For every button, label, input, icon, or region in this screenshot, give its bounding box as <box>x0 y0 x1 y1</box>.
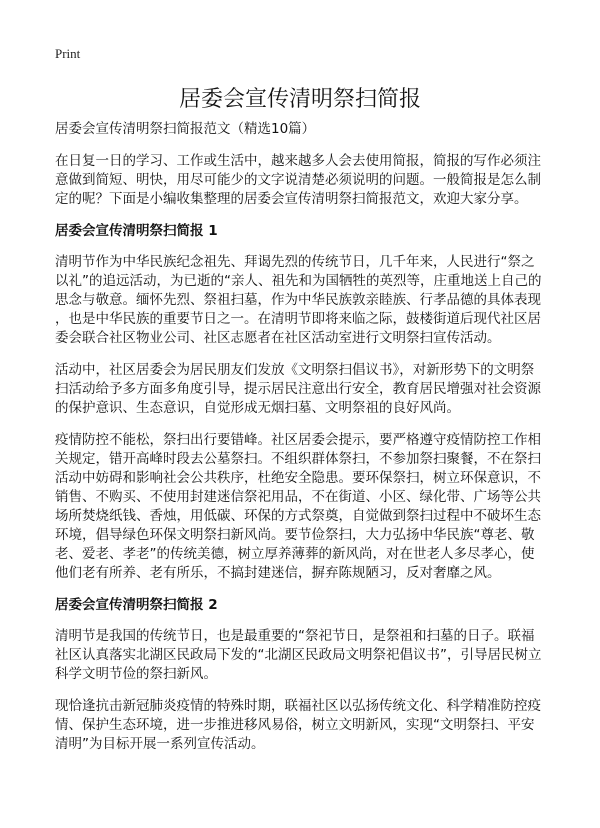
paragraph-line: 清明节作为中华民族纪念祖先、拜谒先烈的传统节日，几千年来，人民进行“祭之 <box>55 254 535 270</box>
paragraph-line: 老、爱老、孝老”的传统美德，树立厚养薄葬的新风尚，对在世老人多尽孝心，使 <box>55 546 535 562</box>
paragraph-line: 关规定，错开高峰时段去公墓祭扫。不组织群体祭扫，不参加祭扫聚餐，不在祭扫 <box>55 451 541 467</box>
paragraph-line: 思念与敬意。缅怀先烈、祭祖扫墓，作为中华民族敦亲睦族、行孝品德的具体表现 <box>55 292 541 308</box>
report-section <box>55 222 555 583</box>
section-paragraph <box>55 253 555 348</box>
paragraph-line: 场所焚烧纸钱、香烛，用低碳、环保的方式祭奠，自觉做到祭扫过程中不破坏生态 <box>55 508 541 524</box>
paragraph-line: 意做到简短、明快，用尽可能少的文字说清楚必须说明的问题。一般简报是怎么制 <box>55 172 541 188</box>
paragraph-line: 社区认真落实北湖区民政局下发的“北湖区民政局文明祭祀倡议书”，引导居民树立 <box>55 647 542 663</box>
paragraph-line: 活动中，社区居委会为居民朋友们发放《文明祭扫倡议书》，对新形势下的文明祭 <box>55 362 535 378</box>
section-paragraph <box>55 697 555 754</box>
paragraph-line: 环境，倡导绿色环保文明祭扫新风尚。要节俭祭扫，大力弘扬中华民族“尊老、敬 <box>55 527 535 543</box>
paragraph-line: 销售、不购买、不使用封建迷信祭祀用品，不在街道、小区、绿化带、广场等公共 <box>55 489 541 505</box>
intro-paragraph <box>55 152 555 209</box>
paragraph-line: 定的呢？下面是小编收集整理的居委会宣传清明祭扫简报范文，欢迎大家分享。 <box>55 191 528 207</box>
paragraph-line: 的保护意识、生态意识，自觉形成无烟扫墓、文明祭祖的良好风尚。 <box>55 400 460 416</box>
paragraph-line: 委会联合社区物业公司、社区志愿者在社区活动室进行文明祭扫宣传活动。 <box>55 330 501 346</box>
sections <box>55 222 555 754</box>
paragraph-line: 疫情防控不能松，祭扫出行要错峰。社区居委会提示，要严格遵守疫情防控工作相 <box>55 432 541 448</box>
paragraph-line: 他们老有所养、老有所乐，不搞封建迷信，摒弃陈规陋习，反对奢靡之风。 <box>55 565 501 581</box>
document-subtitle: 居委会宣传清明祭扫简报范文（精选10篇） <box>55 121 316 137</box>
section-heading: 居委会宣传清明祭扫简报 2 <box>55 597 218 613</box>
section-paragraph <box>55 431 555 583</box>
print-label: Print <box>55 46 81 61</box>
section-paragraph <box>55 627 555 684</box>
page-title: 居委会宣传清明祭扫简报 <box>178 87 421 112</box>
paragraph-line: 在日复一日的学习、工作或生活中，越来越多人会去使用简报，简报的写作必须注 <box>55 153 541 169</box>
section-heading: 居委会宣传清明祭扫简报 1 <box>55 223 218 239</box>
paragraph-line: 现恰逢抗击新冠肺炎疫情的特殊时期，联福社区以弘扬传统文化、科学精准防控疫 <box>55 698 541 714</box>
paragraph-line: ，也是中华民族的重要节日之一。在清明节即将来临之际，鼓楼街道后现代社区居 <box>55 311 541 327</box>
paragraph-line: 科学文明节俭的祭扫新风。 <box>55 666 217 682</box>
document-body <box>55 120 555 767</box>
paragraph-line: 扫活动给予多方面多角度引导，提示居民注意出行安全，教育居民增强对社会资源 <box>55 381 541 397</box>
report-section <box>55 596 555 754</box>
paragraph-line: 情、保护生态环境，进一步推进移风易俗，树立文明新风，实现“文明祭扫、平安 <box>55 717 535 733</box>
paragraph-line: 清明节是我国的传统节日，也是最重要的“祭祀节日，是祭祖和扫墓的日子。联福 <box>55 628 535 644</box>
paragraph-line: 活动中妨碍和影响社会公共秩序，杜绝安全隐患。要环保祭扫，树立环保意识，不 <box>55 470 541 486</box>
paragraph-line: 以礼”的追远活动，为已逝的“亲人、祖先和为国牺牲的英烈等，庄重地送上自己的 <box>55 273 542 289</box>
paragraph-line: 清明”为目标开展一系列宣传活动。 <box>55 736 265 752</box>
section-paragraph <box>55 361 555 418</box>
